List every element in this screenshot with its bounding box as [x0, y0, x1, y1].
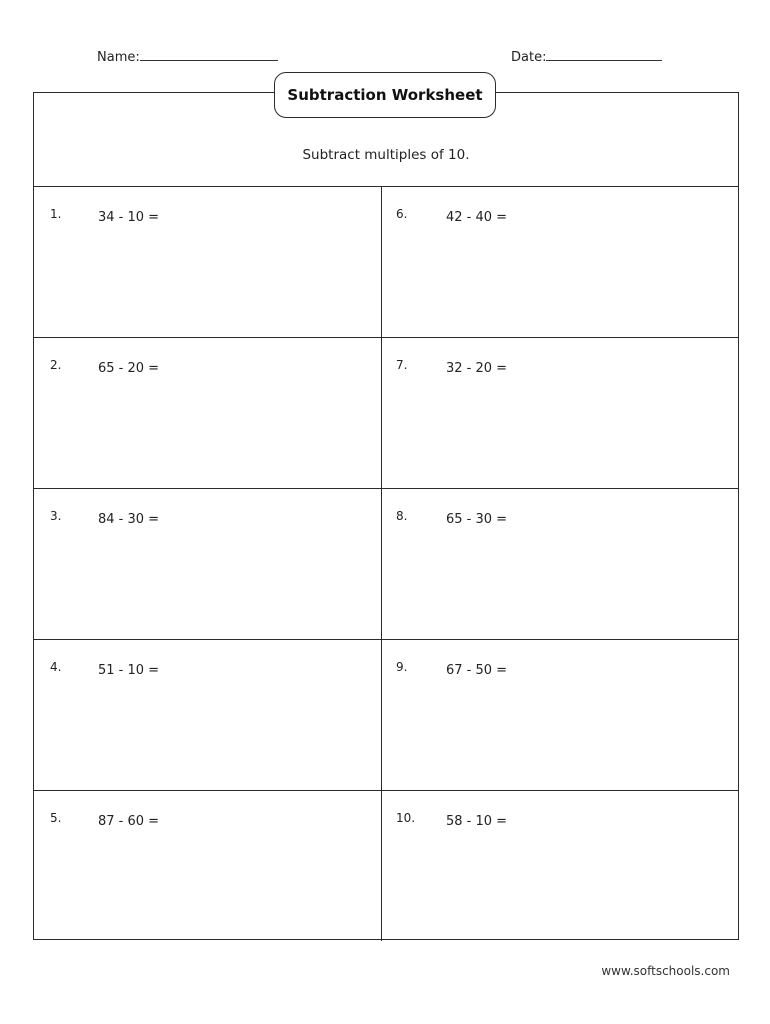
problem-grid: [34, 187, 738, 939]
worksheet-title: Subtraction Worksheet: [274, 72, 496, 118]
problem-row: [34, 187, 738, 338]
problem-number: 10.: [396, 811, 416, 825]
problem-expression: 65 - 20 =: [98, 361, 160, 376]
problem-number: 7.: [396, 358, 408, 372]
problem-expression: 67 - 50 =: [446, 663, 508, 678]
problem-cell-5[interactable]: [34, 791, 380, 941]
problem-cell-4[interactable]: [34, 640, 380, 790]
problem-cell-8[interactable]: [382, 489, 728, 639]
problem-cell-6[interactable]: [382, 187, 728, 337]
problem-number: 8.: [396, 509, 408, 523]
problem-number: 4.: [50, 660, 62, 674]
problem-expression: 65 - 30 =: [446, 512, 508, 527]
problem-number: 6.: [396, 207, 408, 221]
problem-number: 1.: [50, 207, 62, 221]
problem-expression: 58 - 10 =: [446, 814, 508, 829]
worksheet-frame: [33, 92, 739, 940]
problem-cell-7[interactable]: [382, 338, 728, 488]
problem-cell-1[interactable]: [34, 187, 380, 337]
problem-cell-3[interactable]: [34, 489, 380, 639]
problem-expression: 87 - 60 =: [98, 814, 160, 829]
problem-row: [34, 338, 738, 489]
problem-number: 9.: [396, 660, 408, 674]
name-field[interactable]: [97, 48, 278, 65]
footer-url: www.softschools.com: [601, 964, 730, 978]
name-blank-line[interactable]: [140, 48, 278, 61]
problem-cell-10[interactable]: [382, 791, 728, 941]
problem-row: [34, 640, 738, 791]
date-label: Date:: [511, 50, 547, 65]
problem-number: 5.: [50, 811, 62, 825]
problem-row: [34, 489, 738, 640]
problem-expression: 32 - 20 =: [446, 361, 508, 376]
problem-number: 2.: [50, 358, 62, 372]
problem-cell-2[interactable]: [34, 338, 380, 488]
problem-expression: 84 - 30 =: [98, 512, 160, 527]
problem-row: [34, 791, 738, 942]
problem-expression: 51 - 10 =: [98, 663, 160, 678]
problem-expression: 34 - 10 =: [98, 210, 160, 225]
date-blank-line[interactable]: [546, 48, 662, 61]
problem-cell-9[interactable]: [382, 640, 728, 790]
problem-expression: 42 - 40 =: [446, 210, 508, 225]
instruction-text: Subtract multiples of 10.: [302, 147, 470, 163]
date-field[interactable]: [511, 48, 662, 65]
name-label: Name:: [97, 50, 140, 65]
problem-number: 3.: [50, 509, 62, 523]
